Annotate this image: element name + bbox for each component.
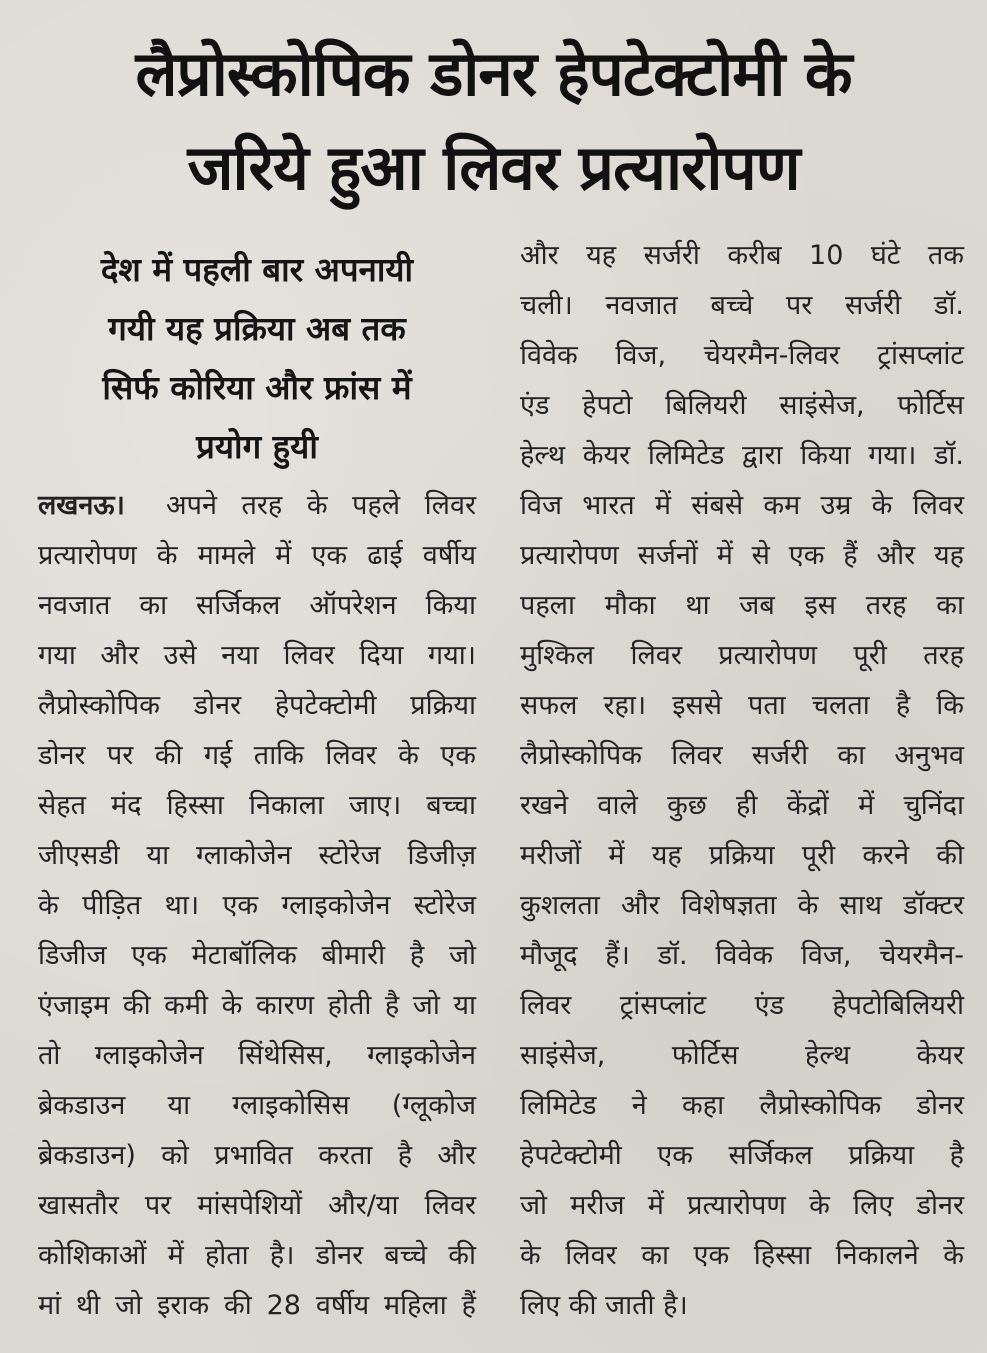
subheadline-line: देश में पहली बार अपनायी (100, 250, 414, 289)
article-line: लिए की जाती है। (520, 1290, 688, 1321)
article-line: लिमिटेड ने कहा लैप्रोस्कोपिक डोनर (520, 1090, 964, 1121)
article-line: कुशलता और विशेषज्ञता के साथ डॉक्टर (520, 890, 964, 921)
article-line: ब्रेकडाउन) को प्रभावित करता है और (38, 1140, 476, 1171)
article-line: ब्रेकडाउन या ग्लाइकोसिस (ग्लूकोज (38, 1090, 476, 1121)
headline-line-1: लैप्रोस्कोपिक डोनर हेपटेक्टोमी के (135, 37, 852, 110)
article-line: एंजाइम की कमी के कारण होती है जो या (38, 990, 476, 1021)
article-line: विवेक विज, चेयरमैन-लिवर ट्रांसप्लांट (520, 340, 964, 371)
article-line: नवजात का सर्जिकल ऑपरेशन किया (38, 590, 476, 621)
article-line: मरीजों में यह प्रक्रिया पूरी करने की (520, 840, 964, 871)
article-line: लिवर ट्रांसप्लांट एंड हेपटोबिलियरी (520, 990, 964, 1021)
article-line: विज भारत में संबसे कम उम्र के लिवर (520, 490, 964, 521)
subheadline-line: गयी यह प्रक्रिया अब तक (108, 309, 406, 348)
article-line: डिजीज एक मेटाबॉलिक बीमारी है जो (38, 940, 476, 971)
article-line: जीएसडी या ग्लाकोजेन स्टोरेज डिजीज़ (38, 840, 476, 871)
article-line: चली। नवजात बच्चे पर सर्जरी डॉ. (520, 290, 964, 321)
article-line: मौजूद हैं। डॉ. विवेक विज, चेयरमैन- (520, 940, 964, 971)
article-line: पहला मौका था जब इस तरह का (520, 590, 964, 621)
article-line: गया और उसे नया लिवर दिया गया। (38, 640, 476, 671)
article-line: के पीड़ित था। एक ग्लाइकोजेन स्टोरेज (38, 890, 476, 921)
article-line: मां थी जो इराक की 28 वर्षीय महिला हैं (38, 1290, 476, 1321)
subheadline-line: प्रयोग हुयी (196, 427, 318, 466)
subheadline-line: सिर्फ कोरिया और फ्रांस में (102, 368, 412, 407)
article-line: लैप्रोस्कोपिक डोनर हेपटेक्टोमी प्रक्रिया (38, 690, 476, 721)
article-line: प्रत्यारोपण के मामले में एक ढाई वर्षीय (38, 540, 476, 571)
article-line: सफल रहा। इससे पता चलता है कि (520, 690, 964, 721)
dateline (38, 486, 158, 526)
article-line: सेहत मंद हिस्सा निकाला जाए। बच्चा (38, 790, 476, 821)
article-line: मुश्किल लिवर प्रत्यारोपण पूरी तरह (520, 640, 964, 671)
article-line: एंड हेपटो बिलियरी साइंसेज, फोर्टिस (520, 390, 964, 421)
dateline-text: लखनऊ। (38, 490, 125, 521)
article-line: तो ग्लाइकोजेन सिंथेसिस, ग्लाइकोजेन (38, 1040, 476, 1071)
article-line: डोनर पर की गई ताकि लिवर के एक (38, 740, 476, 771)
article-line: रखने वाले कुछ ही केंद्रों में चुनिंदा (520, 790, 964, 821)
article-line: और यह सर्जरी करीब 10 घंटे तक (520, 240, 964, 271)
article-line: हेपटेक्टोमी एक सर्जिकल प्रक्रिया है (520, 1140, 964, 1171)
article-line: के लिवर का एक हिस्सा निकालने के (520, 1240, 964, 1271)
headline-line-2: जरिये हुआ लिवर प्रत्यारोपण (187, 131, 800, 204)
article-line: लैप्रोस्कोपिक लिवर सर्जरी का अनुभव (520, 740, 964, 771)
article-line: जो मरीज में प्रत्यारोपण के लिए डोनर (520, 1190, 964, 1221)
article-line: हेल्थ केयर लिमिटेड द्वारा किया गया। डॉ. (520, 440, 964, 471)
article-line: कोशिकाओं में होता है। डोनर बच्चे की (38, 1240, 476, 1271)
article-line: अपने तरह के पहले लिवर (166, 490, 476, 521)
article-line: प्रत्यारोपण सर्जनों में से एक हैं और यह (520, 540, 964, 571)
article-line: साइंसेज, फोर्टिस हेल्थ केयर (520, 1040, 964, 1071)
article-line: खासतौर पर मांसपेशियों और/या लिवर (38, 1190, 476, 1221)
